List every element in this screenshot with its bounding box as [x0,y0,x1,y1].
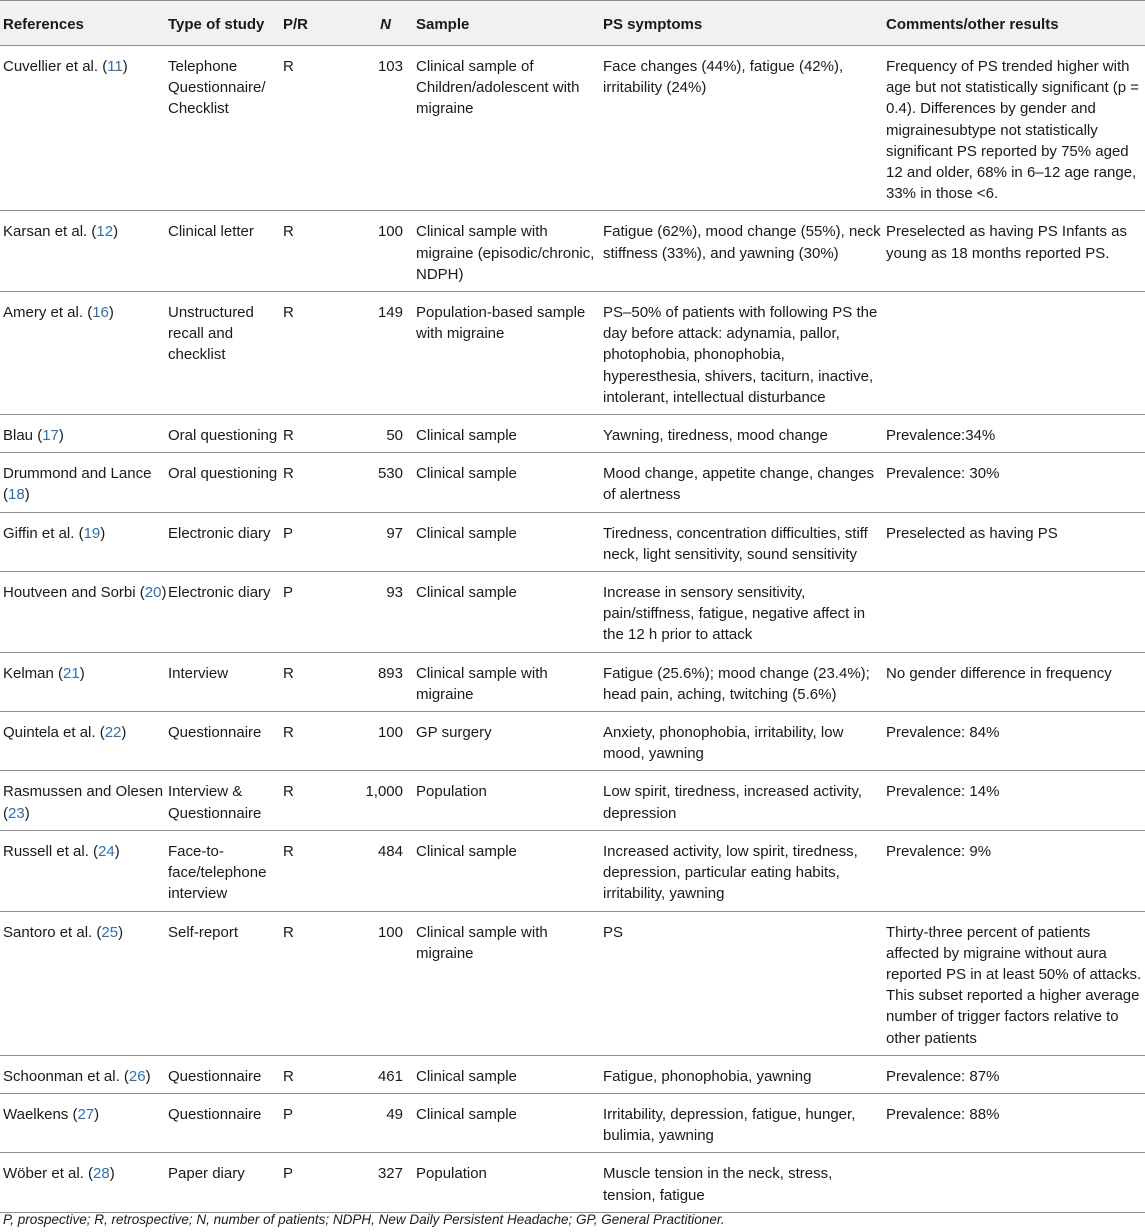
cell-type-of-study: Oral questioning [168,453,283,512]
table-row [0,572,1145,653]
cell-pr: R [283,652,331,711]
reference-link[interactable]: 22 [104,724,122,742]
cell-comments: Prevalence: 9% [886,830,1145,911]
cell-type-of-study: Interview [168,652,283,711]
cell-ps-symptoms: Increased activity, low spirit, tiredness, depression, particular eating habits, irritability, yawning [603,830,886,911]
cell-sample: Clinical sample with migraine [416,911,603,1055]
reference-author: Cuvellier et al. ( [3,58,108,75]
cell-type-of-study: Face-to-face/telephone interview [168,830,283,911]
cell-comments: Prevalence:34% [886,415,1145,453]
header-references: References [0,1,168,46]
reference-close: ) [118,923,124,941]
cell-pr: R [283,292,331,415]
cell-pr: R [283,46,331,211]
cell-n: 530 [331,453,416,512]
cell-type-of-study: Questionnaire [168,1093,283,1152]
cell-pr: R [283,415,331,453]
cell-pr: P [283,572,331,653]
cell-n: 93 [331,572,416,653]
cell-reference [0,1093,168,1152]
cell-reference [0,1153,168,1212]
reference-link[interactable]: 16 [92,304,109,322]
cell-n: 97 [331,512,416,571]
header-row [0,1,1145,46]
reference-close: ) [79,664,85,682]
cell-sample: Clinical sample with migraine [416,652,603,711]
cell-reference [0,572,168,653]
cell-pr: R [283,1055,331,1093]
cell-ps-symptoms: Yawning, tiredness, mood change [603,415,886,453]
table-header [0,1,1145,46]
cell-n: 461 [331,1055,416,1093]
reference-author: Houtveen and Sorbi ( [3,584,145,602]
reference-close: ) [114,842,120,860]
cell-comments [886,1153,1145,1212]
cell-comments: Preselected as having PS [886,512,1145,571]
table-body [0,46,1145,1213]
cell-n: 100 [331,712,416,771]
reference-author: Schoonman et al. ( [3,1067,129,1085]
reference-link[interactable]: 17 [42,427,59,445]
cell-reference [0,415,168,453]
cell-type-of-study: Questionnaire [168,1055,283,1093]
reference-link[interactable]: 28 [93,1165,110,1183]
cell-type-of-study: Electronic diary [168,512,283,571]
reference-author: Karsan et al. ( [3,223,97,241]
cell-ps-symptoms: Increase in sensory sensitivity, pain/stiffness, fatigue, negative affect in the 12 h prior to attack [603,572,886,653]
cell-comments: Thirty-three percent of patients affected by migraine without aura reported PS in at least 50% of attacks. This subset reported a higher average number of trigger factors relative to other patients [886,911,1145,1055]
cell-ps-symptoms: Mood change, appetite change, changes of alertness [603,453,886,512]
reference-link[interactable]: 21 [63,664,80,682]
table-row [0,1153,1145,1212]
cell-n: 100 [331,211,416,292]
cell-type-of-study: Interview & Questionnaire [168,771,283,830]
cell-n: 50 [331,415,416,453]
cell-pr: P [283,1153,331,1212]
reference-close: ) [100,524,106,542]
header-sample: Sample [416,1,603,46]
reference-author: Wöber et al. ( [3,1165,94,1183]
table-row [0,1093,1145,1152]
cell-reference [0,512,168,571]
cell-n: 1,000 [331,771,416,830]
cell-reference [0,453,168,512]
cell-ps-symptoms: PS [603,911,886,1055]
cell-reference [0,211,168,292]
cell-sample: Clinical sample [416,1055,603,1093]
reference-link[interactable]: 24 [98,842,115,860]
cell-comments: Prevalence: 88% [886,1093,1145,1152]
cell-n: 100 [331,911,416,1055]
cell-type-of-study: Clinical letter [168,211,283,292]
cell-pr: P [283,1093,331,1152]
cell-n: 893 [331,652,416,711]
reference-close: ) [108,304,114,322]
cell-ps-symptoms: Irritability, depression, fatigue, hunger, bulimia, yawning [603,1093,886,1152]
reference-close: ) [145,1067,151,1085]
cell-ps-symptoms: Fatigue, phonophobia, yawning [603,1055,886,1093]
cell-pr: R [283,453,331,512]
cell-type-of-study: Electronic diary [168,572,283,653]
cell-reference [0,771,168,830]
cell-ps-symptoms: Anxiety, phonophobia, irritability, low mood, yawning [603,712,886,771]
cell-comments: No gender difference in frequency [886,652,1145,711]
cell-sample: Clinical sample [416,830,603,911]
cell-reference [0,1055,168,1093]
cell-reference [0,830,168,911]
cell-sample: Clinical sample [416,572,603,653]
table-row [0,453,1145,512]
table-row [0,292,1145,415]
cell-pr: R [283,911,331,1055]
reference-close: ) [161,584,167,602]
header-n: N [331,1,416,46]
cell-sample: Clinical sample [416,1093,603,1152]
cell-pr: P [283,512,331,571]
table-row [0,712,1145,771]
reference-close: ) [94,1105,100,1123]
cell-comments: Prevalence: 30% [886,453,1145,512]
reference-author: Giffin et al. ( [3,524,84,542]
cell-comments: Prevalence: 87% [886,1055,1145,1093]
table-row [0,211,1145,292]
cell-comments: Frequency of PS trended higher with age but not statistically significant (p = 0.4). Differences by gender and migrainesubtype not statistically significant PS reported by 75% aged 12 and older, 68% in 6–12 age range, 33% in those <6. [886,46,1145,211]
reference-author: Quintela et al. ( [3,724,105,742]
cell-sample: Clinical sample [416,415,603,453]
reference-author: Santoro et al. ( [3,923,102,941]
reference-close: ) [113,223,119,241]
cell-ps-symptoms: Fatigue (62%), mood change (55%), neck stiffness (33%), and yawning (30%) [603,211,886,292]
cell-sample: Clinical sample of Children/adolescent with migraine [416,46,603,211]
cell-type-of-study: Self-report [168,911,283,1055]
reference-link[interactable]: 26 [128,1067,146,1085]
reference-link[interactable]: 11 [107,58,123,75]
table-row [0,652,1145,711]
table-row [0,512,1145,571]
cell-sample: GP surgery [416,712,603,771]
reference-author: Amery et al. ( [3,304,93,322]
cell-ps-symptoms: Face changes (44%), fatigue (42%), irritability (24%) [603,46,886,211]
reference-close: ) [24,804,30,822]
reference-link[interactable]: 18 [8,486,25,504]
reference-author: Kelman ( [3,664,64,682]
cell-sample: Population-based sample with migraine [416,292,603,415]
cell-n: 327 [331,1153,416,1212]
table-row [0,46,1145,211]
reference-close: ) [109,1165,115,1183]
reference-close: ) [121,724,127,742]
cell-sample: Population [416,1153,603,1212]
cell-reference [0,911,168,1055]
cell-n: 484 [331,830,416,911]
cell-n: 103 [331,46,416,211]
reference-author: Blau ( [3,427,43,445]
header-ps-symptoms: PS symptoms [603,1,886,46]
header-pr: P/R [283,1,331,46]
table-row [0,911,1145,1055]
cell-reference [0,46,168,211]
cell-pr: R [283,712,331,771]
reference-link[interactable]: 25 [101,923,119,941]
cell-ps-symptoms: Low spirit, tiredness, increased activity, depression [603,771,886,830]
cell-comments: Prevalence: 84% [886,712,1145,771]
reference-link[interactable]: 19 [83,524,101,542]
reference-author: Waelkens ( [3,1105,78,1123]
table-row [0,1055,1145,1093]
table-footnote: P, prospective; R, retrospective; N, number of patients; NDPH, New Daily Persistent Headache; GP, General Practitioner. [3,1212,725,1227]
cell-pr: R [283,211,331,292]
cell-type-of-study: Telephone Questionnaire/ Checklist [168,46,283,211]
cell-n: 149 [331,292,416,415]
cell-pr: R [283,771,331,830]
reference-link[interactable]: 27 [77,1105,95,1123]
reference-author: Drummond and Lance ( [3,465,152,504]
header-type-of-study: Type of study [168,1,283,46]
table-row [0,830,1145,911]
reference-link[interactable]: 12 [96,223,114,241]
cell-type-of-study: Unstructured recall and checklist [168,292,283,415]
cell-reference [0,652,168,711]
reference-author: Rasmussen and Olesen ( [3,783,164,822]
cell-type-of-study: Questionnaire [168,712,283,771]
reference-close: ) [58,427,64,445]
cell-ps-symptoms: Tiredness, concentration difficulties, stiff neck, light sensitivity, sound sensitivity [603,512,886,571]
reference-link[interactable]: 23 [8,804,25,822]
table-row [0,771,1145,830]
cell-sample: Clinical sample [416,453,603,512]
cell-comments: Prevalence: 14% [886,771,1145,830]
reference-close: ) [24,486,30,504]
cell-sample: Clinical sample [416,512,603,571]
cell-comments [886,292,1145,415]
cell-ps-symptoms: Muscle tension in the neck, stress, tension, fatigue [603,1153,886,1212]
table-row [0,415,1145,453]
reference-close: ) [122,58,128,75]
cell-reference [0,712,168,771]
cell-sample: Clinical sample with migraine (episodic/chronic, NDPH) [416,211,603,292]
header-comments: Comments/other results [886,1,1145,46]
cell-ps-symptoms: PS–50% of patients with following PS the day before attack: adynamia, pallor, photophobia, phonophobia, hyperesthesia, shivers, taciturn, inactive, intolerant, intellectual disturbance [603,292,886,415]
cell-sample: Population [416,771,603,830]
cell-n: 49 [331,1093,416,1152]
reference-link[interactable]: 20 [144,584,162,602]
cell-comments: Preselected as having PS Infants as young as 18 months reported PS. [886,211,1145,292]
cell-comments [886,572,1145,653]
cell-type-of-study: Paper diary [168,1153,283,1212]
cell-pr: R [283,830,331,911]
cell-ps-symptoms: Fatigue (25.6%); mood change (23.4%); head pain, aching, twitching (5.6%) [603,652,886,711]
cell-reference [0,292,168,415]
cell-type-of-study: Oral questioning [168,415,283,453]
reference-author: Russell et al. ( [3,842,99,860]
